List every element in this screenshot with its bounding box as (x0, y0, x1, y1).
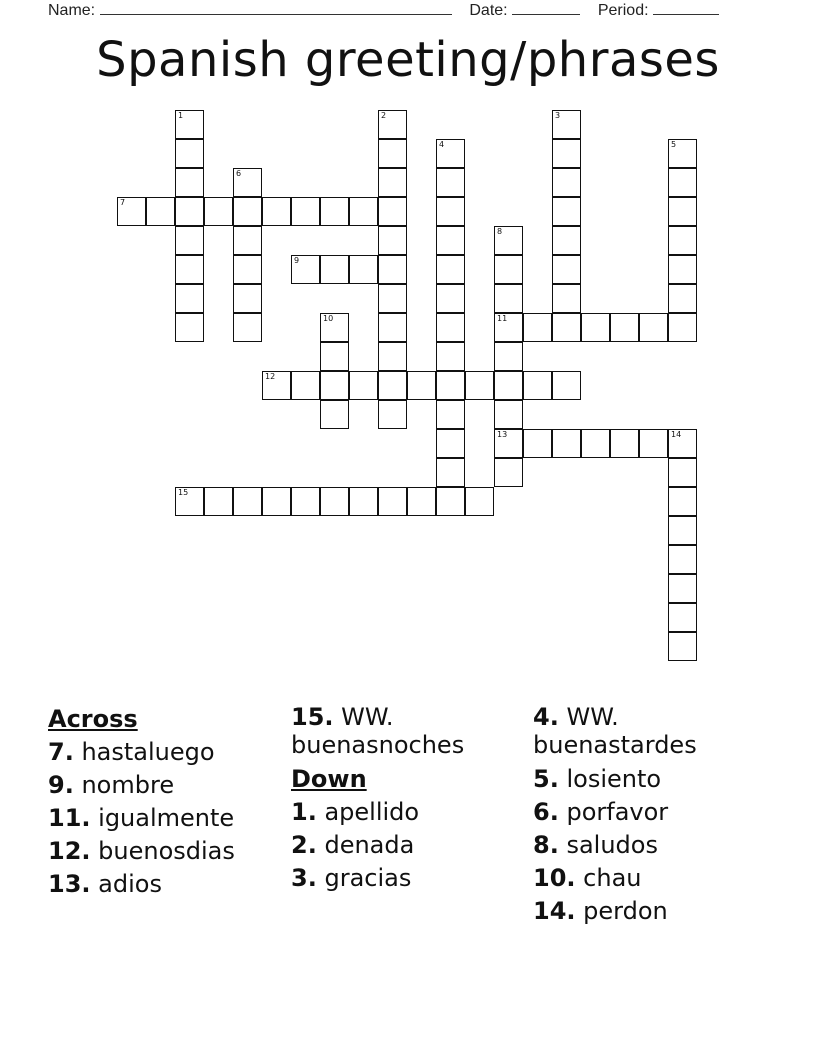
grid-cell[interactable] (436, 458, 465, 487)
grid-cell[interactable] (407, 487, 436, 516)
clue-across-9: 9. nombre (48, 771, 175, 799)
grid-cell[interactable] (378, 342, 407, 371)
grid-cell[interactable] (349, 371, 378, 400)
grid-cell[interactable] (378, 284, 407, 313)
grid-cell[interactable] (668, 313, 697, 342)
grid-cell[interactable] (465, 371, 494, 400)
grid-cell[interactable] (523, 429, 552, 458)
grid-cell[interactable] (378, 168, 407, 197)
grid-cell[interactable] (233, 168, 262, 197)
grid-cell[interactable] (291, 487, 320, 516)
grid-cell[interactable] (378, 400, 407, 429)
clues-column-2 (291, 703, 521, 895)
grid-cell[interactable] (291, 197, 320, 226)
grid-cell[interactable] (581, 313, 610, 342)
clue-across-11: 11. igualmente (48, 804, 235, 832)
clues-column-1 (48, 703, 278, 901)
grid-cell[interactable] (436, 226, 465, 255)
cell-number: 9 (294, 256, 300, 265)
grid-cell[interactable] (378, 255, 407, 284)
grid-cell[interactable] (436, 139, 465, 168)
cell-number: 8 (497, 227, 503, 236)
grid-cell[interactable] (552, 255, 581, 284)
grid-cell[interactable] (436, 284, 465, 313)
grid-cell[interactable] (436, 168, 465, 197)
clue-down-8: 8. saludos (533, 831, 658, 859)
clue-down-6: 6. porfavor (533, 798, 669, 826)
grid-cell[interactable] (262, 371, 291, 400)
grid-cell[interactable] (668, 255, 697, 284)
grid-cell[interactable] (436, 371, 465, 400)
grid-cell[interactable] (639, 429, 668, 458)
grid-cell[interactable] (552, 284, 581, 313)
clue-across-15: 15. WW. buenasnoches (291, 703, 465, 759)
grid-cell[interactable] (494, 429, 523, 458)
cell-number: 11 (497, 314, 508, 323)
clues-column-3 (533, 703, 783, 928)
grid-cell[interactable] (668, 574, 697, 603)
across-heading: Across (48, 705, 138, 733)
grid-cell[interactable] (494, 284, 523, 313)
grid-cell[interactable] (175, 255, 204, 284)
cell-number: 4 (439, 140, 445, 149)
cell-number: 14 (671, 430, 682, 439)
grid-cell[interactable] (378, 313, 407, 342)
grid-cell[interactable] (552, 371, 581, 400)
grid-cell[interactable] (436, 429, 465, 458)
cell-number: 2 (381, 111, 387, 120)
grid-cell[interactable] (378, 110, 407, 139)
grid-cell[interactable] (291, 255, 320, 284)
clue-down-5: 5. losiento (533, 765, 662, 793)
clue-down-1: 1. apellido (291, 798, 420, 826)
grid-cell[interactable] (378, 139, 407, 168)
grid-cell[interactable] (233, 284, 262, 313)
grid-cell[interactable] (639, 313, 668, 342)
clue-down-14: 14. perdon (533, 897, 668, 925)
grid-cell[interactable] (668, 458, 697, 487)
grid-cell[interactable] (494, 255, 523, 284)
grid-cell[interactable] (233, 487, 262, 516)
name-label: Name: (48, 2, 96, 19)
cell-number: 5 (671, 140, 677, 149)
grid-cell[interactable] (436, 255, 465, 284)
grid-cell[interactable] (320, 487, 349, 516)
grid-cell[interactable] (552, 168, 581, 197)
grid-cell[interactable] (494, 342, 523, 371)
grid-cell[interactable] (668, 226, 697, 255)
cell-number: 3 (555, 111, 561, 120)
cell-number: 12 (265, 372, 276, 381)
grid-cell[interactable] (552, 197, 581, 226)
grid-cell[interactable] (378, 487, 407, 516)
grid-cell[interactable] (668, 545, 697, 574)
grid-cell[interactable] (175, 168, 204, 197)
grid-cell[interactable] (668, 487, 697, 516)
grid-cell[interactable] (494, 400, 523, 429)
grid-cell[interactable] (320, 342, 349, 371)
grid-cell[interactable] (436, 487, 465, 516)
grid-cell[interactable] (378, 197, 407, 226)
grid-cell[interactable] (668, 168, 697, 197)
clue-down-3: 3. gracias (291, 864, 412, 892)
grid-cell[interactable] (494, 371, 523, 400)
grid-cell[interactable] (320, 255, 349, 284)
grid-cell[interactable] (175, 487, 204, 516)
grid-cell[interactable] (668, 197, 697, 226)
clue-down-10: 10. chau (533, 864, 642, 892)
grid-cell[interactable] (175, 284, 204, 313)
grid-cell[interactable] (407, 371, 436, 400)
cell-number: 6 (236, 169, 242, 178)
grid-cell[interactable] (175, 197, 204, 226)
grid-cell[interactable] (378, 226, 407, 255)
grid-cell[interactable] (233, 255, 262, 284)
grid-cell[interactable] (523, 313, 552, 342)
grid-cell[interactable] (581, 429, 610, 458)
cell-number: 1 (178, 111, 184, 120)
grid-cell[interactable] (494, 313, 523, 342)
grid-cell[interactable] (320, 313, 349, 342)
grid-cell[interactable] (262, 197, 291, 226)
grid-cell[interactable] (552, 226, 581, 255)
grid-cell[interactable] (436, 400, 465, 429)
grid-cell[interactable] (175, 226, 204, 255)
grid-cell[interactable] (349, 487, 378, 516)
grid-cell[interactable] (233, 197, 262, 226)
grid-cell[interactable] (204, 487, 233, 516)
grid-cell[interactable] (349, 255, 378, 284)
clue-across-13: 13. adios (48, 870, 162, 898)
down-heading: Down (291, 765, 367, 793)
cell-number: 13 (497, 430, 508, 439)
grid-cell[interactable] (552, 139, 581, 168)
grid-cell[interactable] (204, 197, 233, 226)
cell-number: 7 (120, 198, 126, 207)
grid-cell[interactable] (175, 313, 204, 342)
clue-across-7: 7. hastaluego (48, 738, 215, 766)
grid-cell[interactable] (465, 487, 494, 516)
grid-cell[interactable] (117, 197, 146, 226)
grid-cell[interactable] (320, 197, 349, 226)
grid-cell[interactable] (233, 226, 262, 255)
grid-cell[interactable] (552, 429, 581, 458)
grid-cell[interactable] (262, 487, 291, 516)
grid-cell[interactable] (668, 632, 697, 661)
clue-down-4: 4. WW. buenastardes (533, 703, 697, 759)
clue-down-2: 2. denada (291, 831, 415, 859)
grid-cell[interactable] (436, 197, 465, 226)
grid-cell[interactable] (291, 371, 320, 400)
grid-cell[interactable] (175, 139, 204, 168)
page-title: Spanish greeting/phrases (96, 32, 720, 88)
grid-cell[interactable] (494, 458, 523, 487)
grid-cell[interactable] (668, 516, 697, 545)
grid-cell[interactable] (378, 371, 407, 400)
grid-cell[interactable] (610, 429, 639, 458)
grid-cell[interactable] (668, 603, 697, 632)
grid-cell[interactable] (146, 197, 175, 226)
grid-cell[interactable] (233, 313, 262, 342)
date-label: Date: (469, 2, 508, 19)
grid-cell[interactable] (552, 110, 581, 139)
clue-across-12: 12. buenosdias (48, 837, 235, 865)
grid-cell[interactable] (668, 139, 697, 168)
grid-cell[interactable] (494, 226, 523, 255)
period-label: Period: (597, 2, 649, 19)
grid-cell[interactable] (436, 342, 465, 371)
grid-cell[interactable] (320, 400, 349, 429)
grid-cell[interactable] (175, 110, 204, 139)
grid-cell[interactable] (436, 313, 465, 342)
grid-cell[interactable] (349, 197, 378, 226)
grid-cell[interactable] (610, 313, 639, 342)
grid-cell[interactable] (668, 284, 697, 313)
grid-cell[interactable] (552, 313, 581, 342)
grid-cell[interactable] (523, 371, 552, 400)
cell-number: 15 (178, 488, 189, 497)
grid-cell[interactable] (668, 429, 697, 458)
cell-number: 10 (323, 314, 334, 323)
grid-cell[interactable] (320, 371, 349, 400)
